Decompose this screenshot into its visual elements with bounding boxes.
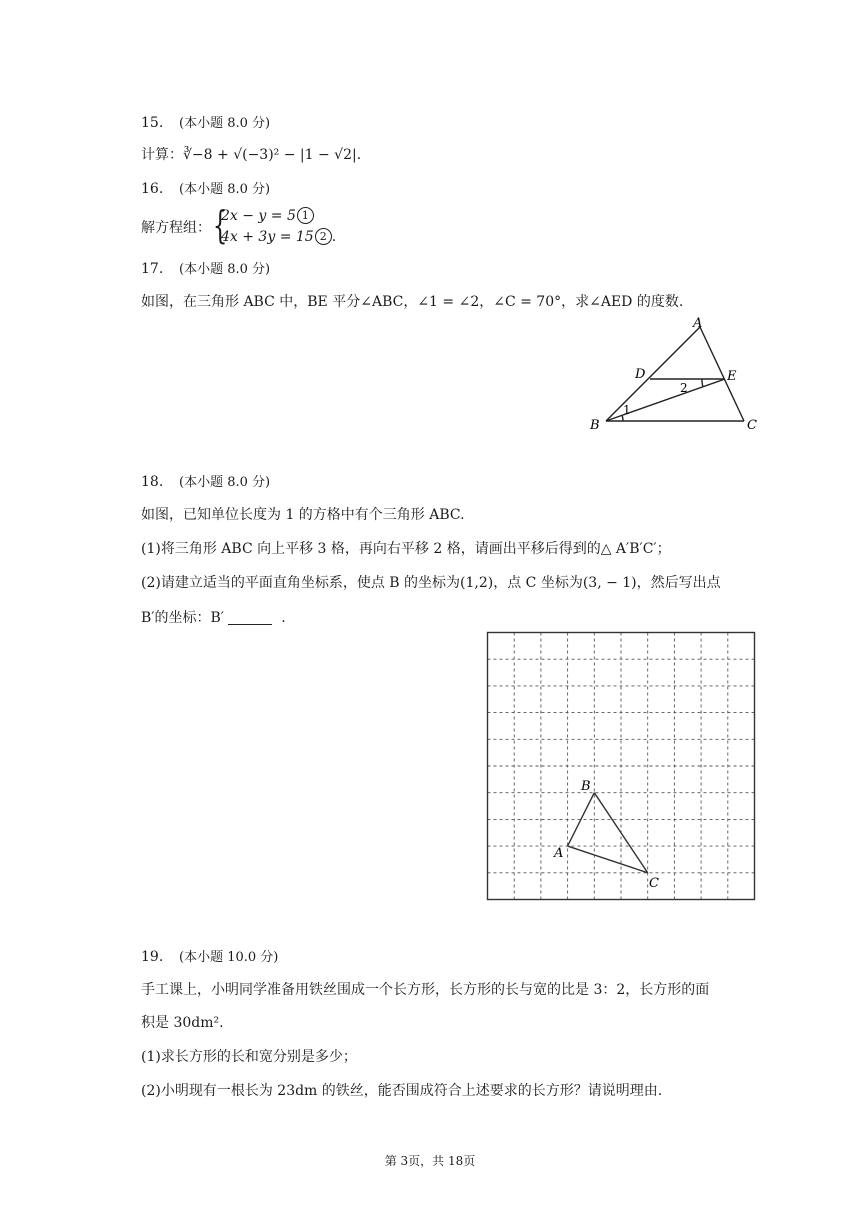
q16-mark-1: 1 bbox=[297, 207, 314, 224]
q18-part1: (1)将三角形 ABC 向上平移 3 格，再向右平移 2 格，请画出平移后得到的△ A′B′C′； bbox=[141, 541, 671, 557]
q17-number: 17. bbox=[141, 261, 164, 277]
q16-number: 16. bbox=[141, 181, 164, 197]
q18-answer-blank bbox=[228, 610, 272, 625]
fig17-label-a: A bbox=[693, 316, 703, 331]
q17-text: 如图，在三角形 ABC 中，BE 平分∠ABC，∠1 = ∠2，∠C = 70°，求∠AED 的度数. bbox=[141, 294, 684, 310]
page-footer: 第 3页，共 18页 bbox=[384, 1154, 476, 1168]
q18-number: 18. bbox=[141, 474, 164, 490]
q19-part2: (2)小明现有一根长为 23dm 的铁丝，能否围成符合上述要求的长方形？请说明理由. bbox=[141, 1083, 663, 1099]
q15-header bbox=[141, 113, 270, 134]
q19-line2: 积是 30dm². bbox=[141, 1015, 224, 1031]
q18-points: (本小题 8.0 分) bbox=[179, 475, 271, 490]
q18-grid-figure bbox=[484, 629, 758, 905]
fig17-label-d: D bbox=[635, 367, 646, 382]
fig17-label-c: C bbox=[747, 418, 757, 433]
q16-points: (本小题 8.0 分) bbox=[179, 182, 271, 197]
q19-number: 19. bbox=[141, 949, 164, 965]
q16-equation-2: 4x + 3y = 15 2 . bbox=[221, 229, 337, 245]
q19-header bbox=[141, 947, 278, 968]
fig17-label-b: B bbox=[590, 418, 600, 433]
fig17-angle-2: 2 bbox=[680, 381, 688, 395]
q15-text: 计算：∛−8 + √(−3)² − |1 − √2|. bbox=[141, 147, 362, 163]
q19-line1: 手工课上，小明同学准备用铁丝围成一个长方形，长方形的长与宽的比是 3：2，长方形的面 bbox=[141, 982, 710, 998]
q16-brace: { bbox=[212, 203, 228, 247]
fig17-label-e: E bbox=[727, 369, 737, 384]
q16-prefix: 解方程组： bbox=[141, 220, 211, 236]
q19-points: (本小题 10.0 分) bbox=[179, 950, 279, 965]
q17-points: (本小题 8.0 分) bbox=[179, 262, 271, 277]
q18-part2-cont: B′的坐标：B′ . bbox=[141, 610, 286, 626]
q17-figure bbox=[585, 312, 765, 437]
q15-points: (本小题 8.0 分) bbox=[179, 116, 271, 131]
fig18-label-a: A bbox=[554, 846, 564, 861]
fig17-angle-1: 1 bbox=[623, 403, 631, 417]
q15-number: 15. bbox=[141, 115, 164, 131]
q16-equation-1: 2x − y = 5 1 bbox=[221, 207, 314, 224]
q18-intro: 如图，已知单位长度为 1 的方格中有个三角形 ABC. bbox=[141, 507, 465, 523]
fig18-label-b: B bbox=[581, 779, 591, 794]
q16-mark-2: 2 bbox=[315, 228, 332, 245]
q18-part2: (2)请建立适当的平面直角坐标系，使点 B 的坐标为(1,2)，点 C 坐标为(3, − 1)，然后写出点 bbox=[141, 575, 721, 591]
fig18-label-c: C bbox=[649, 876, 659, 891]
q16-header bbox=[141, 179, 270, 200]
q17-header bbox=[141, 259, 270, 280]
q19-part1: (1)求长方形的长和宽分别是多少； bbox=[141, 1049, 357, 1065]
q18-header bbox=[141, 472, 270, 493]
